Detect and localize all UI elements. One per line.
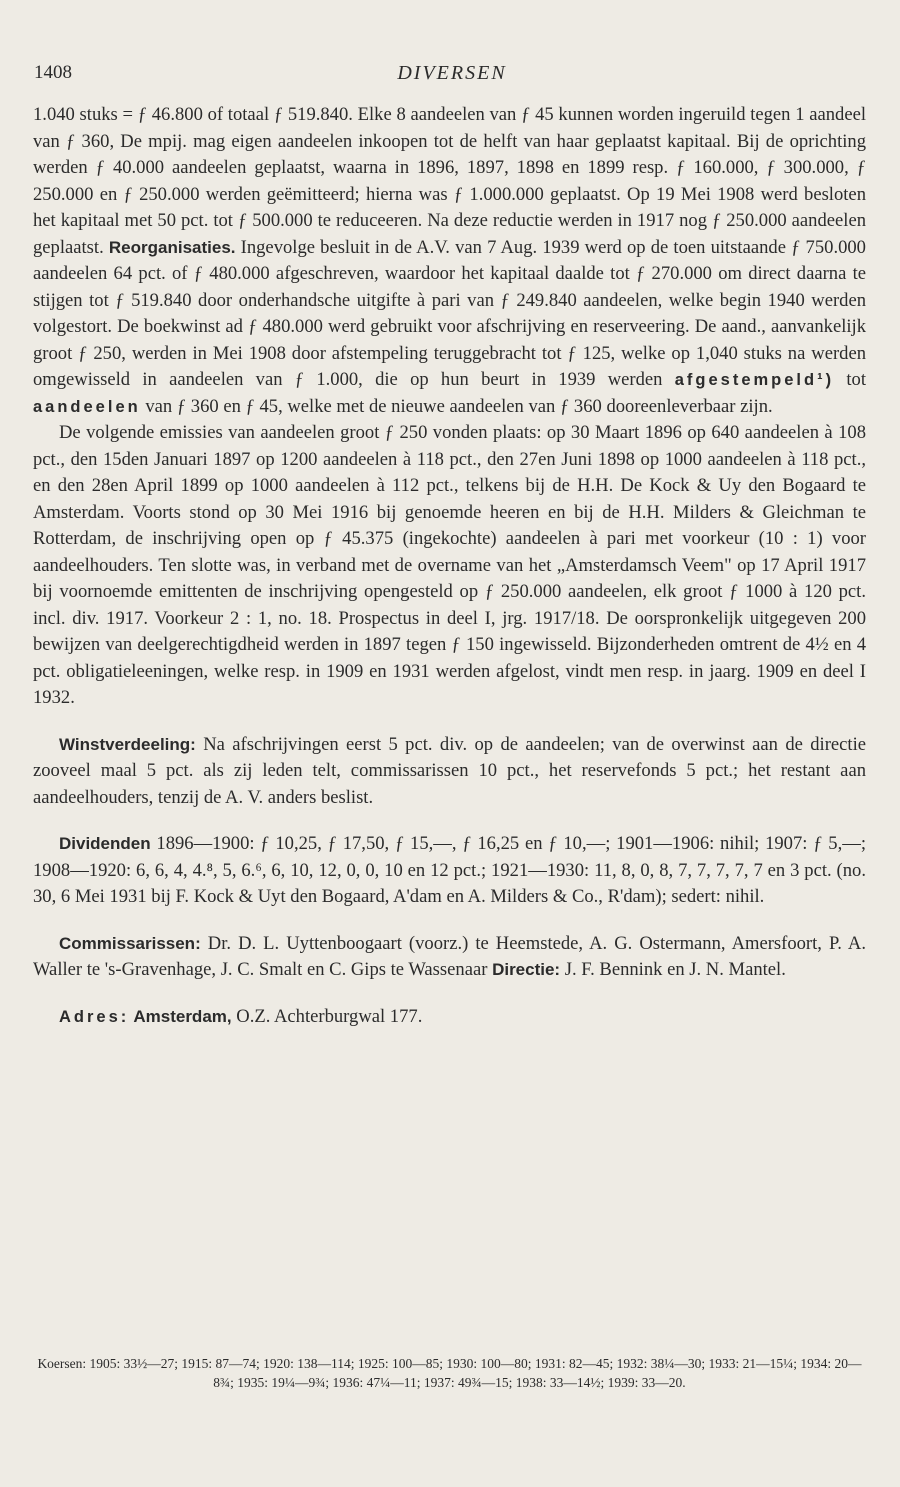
adres-city: Amsterdam,	[129, 1006, 232, 1026]
paragraph-dividenden	[33, 831, 866, 911]
paragraph-adres	[33, 1004, 866, 1031]
section-label-directie: Directie:	[492, 960, 561, 979]
running-title: DIVERSEN	[397, 62, 507, 84]
emphasis-afgestempeld: afgestempeld¹)	[674, 371, 835, 389]
section-label-dividenden: Dividenden	[59, 834, 151, 853]
text-run: Na afschrijvingen eerst 5 pct. div. op de aandeelen; van de overwinst aan de directie zooveel maal 5 pct. als zij leden telt, commissarissen 10 pct., het reservefonds 5 pct.; het restant aan aandeelhouders, tenzij de A. V. anders beslist.	[33, 733, 866, 808]
text-run: 1896—1900: ƒ 10,25, ƒ 17,50, ƒ 15,—, ƒ 16,25 en ƒ 10,—; 1901—1906: nihil; 1907: ƒ 5,—; 1908—1920: 6, 6, 4, 4.⁸, 5, 6.⁶, 6, 10, 12, 0, 0, 10 en 12 pct.; 1921—1930: 11, 8, 0, 8, 7, 7, 7, 7, 7 en 3 pct. (no. 30, 6 Mei 1931 bij F. Kock & Uyt den Bogaard, A'dam en A. Milders & Co., R'dam); sedert: nihil.	[33, 833, 866, 907]
text-run: O.Z. Achterburgwal 177.	[231, 1005, 423, 1027]
text-run: tot	[834, 369, 866, 390]
paragraph-winstverdeeling	[33, 732, 866, 812]
page-header	[34, 62, 870, 88]
text-run: 1.040 stuks = ƒ 46.800 of totaal ƒ 519.840. Elke 8 aandeelen van ƒ 45 kunnen worden ingeruild tegen 1 aandeel van ƒ 360, De mpij. mag eigen aandeelen inkoopen tot de helft van haar geplaatst kapitaal. Bij de oprichting werden ƒ 40.000 aandeelen geplaatst, waarna in 1896, 1897, 1898 en 1899 resp. ƒ 160.000, ƒ 300.000, ƒ 250.000 en ƒ 250.000 werden geëmitteerd; hierna was ƒ 1.000.000 geplaatst. Op 19 Mei 1908 werd besloten het kapitaal met 50 pct. tot ƒ 500.000 te reduceeren. Na deze reductie werden in 1917 nog ƒ 250.000 aandeelen geplaatst.	[33, 104, 866, 258]
emphasis-aandeelen: aandeelen	[33, 397, 141, 416]
paragraph-capital	[33, 102, 866, 420]
section-label-commissarissen: Commissarissen:	[59, 933, 201, 953]
koersen-footer: Koersen: 1905: 33½—27; 1915: 87—74; 1920: 138—114; 1925: 100—85; 1930: 100—80; 1931: 82—45; 1932: 38¼—30; 1933: 21—15¼; 1934: 20—8¾; 1935: 19¼—9¾; 1936: 47¼—11; 1937: 49¾—15; 1938: 33—14½; 1939: 33—20.	[37, 1356, 862, 1390]
text-run: J. F. Bennink en J. N. Mantel.	[560, 959, 786, 980]
text-run: Ingevolge besluit in de A.V. van 7 Aug. 1939 werd op de toen uitstaande ƒ 750.000 aandeelen 64 pct. of ƒ 480.000 afgeschreven, waardoor het kapitaal daalde tot ƒ 270.000 om direct daarna te stijgen tot ƒ 519.840 door onderhandsche uitgifte à pari van ƒ 249.840 aandeelen, welke begin 1940 werden volgestort. De boekwinst ad ƒ 480.000 werd gebruikt voor afschrijving en reserveering. De aand., aanvankelijk groot ƒ 250, werden in Mei 1908 door afstempeling teruggebracht tot ƒ 125, welke op 1,040 stuks na werden omgewisseld in aandeelen van ƒ 1.000, die op hun beurt in 1939 werden	[33, 236, 866, 390]
section-label-adres: Adres:	[59, 1007, 130, 1026]
text-run: van ƒ 360 en ƒ 45, welke met de nieuwe aandeelen van ƒ 360 dooreenleverbaar zijn.	[140, 395, 773, 417]
section-label-winstverdeeling: Winstverdeeling:	[59, 734, 196, 754]
document-body	[33, 102, 866, 1030]
section-label-reorganisaties: Reorganisaties.	[108, 237, 236, 257]
paragraph-emissies: De volgende emissies van aandeelen groot ƒ 250 vonden plaats: op 30 Maart 1896 op 640 aandeelen à 108 pct., den 15den Januari 1897 op 1200 aandeelen à 118 pct., den 27en Juni 1898 op 1000 aandeelen à 118 pct., en den 28en April 1899 op 1000 aandeelen à 112 pct., telkens bij de H.H. De Kock & Uy den Bogaard te Amsterdam. Voorts stond op 30 Mei 1916 bij genoemde heeren en bij de H.H. Milders & Gleichman te Rotterdam, de inschrijving open op ƒ 45.375 (ingekochte) aandeelen à pari met voorkeur (10 : 1) voor aandeelhouders. Ten slotte was, in verband met de overname van het „Amsterdamsch Veem" op 17 April 1917 bij voornoemde emittenten de inschrijving opengesteld op ƒ 250.000 aandeelen, elk groot ƒ 1000 à 120 pct. incl. div. 1917. Voorkeur 2 : 1, no. 18. Prospectus in deel I, jrg. 1917/18. De oorspronkelijk uitgegeven 200 bewijzen van deelgerechtigdheid werden in 1897 tegen ƒ 150 ingewisseld. Bijzonderheden omtrent de 4½ en 4 pct. obligatieleeningen, welke resp. in 1909 en 1931 werden afgelost, vindt men resp. in jaarg. 1909 en deel I 1932.	[33, 422, 866, 708]
text-run: Dr. D. L. Uyttenboogaart (voorz.) te Heemstede, A. G. Ostermann, Amersfoort, P. A. Waller te 's-Gravenhage, J. C. Smalt en C. Gips te Wassenaar	[33, 932, 866, 980]
page-number: 1408	[34, 62, 72, 83]
paragraph-commissarissen	[33, 931, 866, 984]
